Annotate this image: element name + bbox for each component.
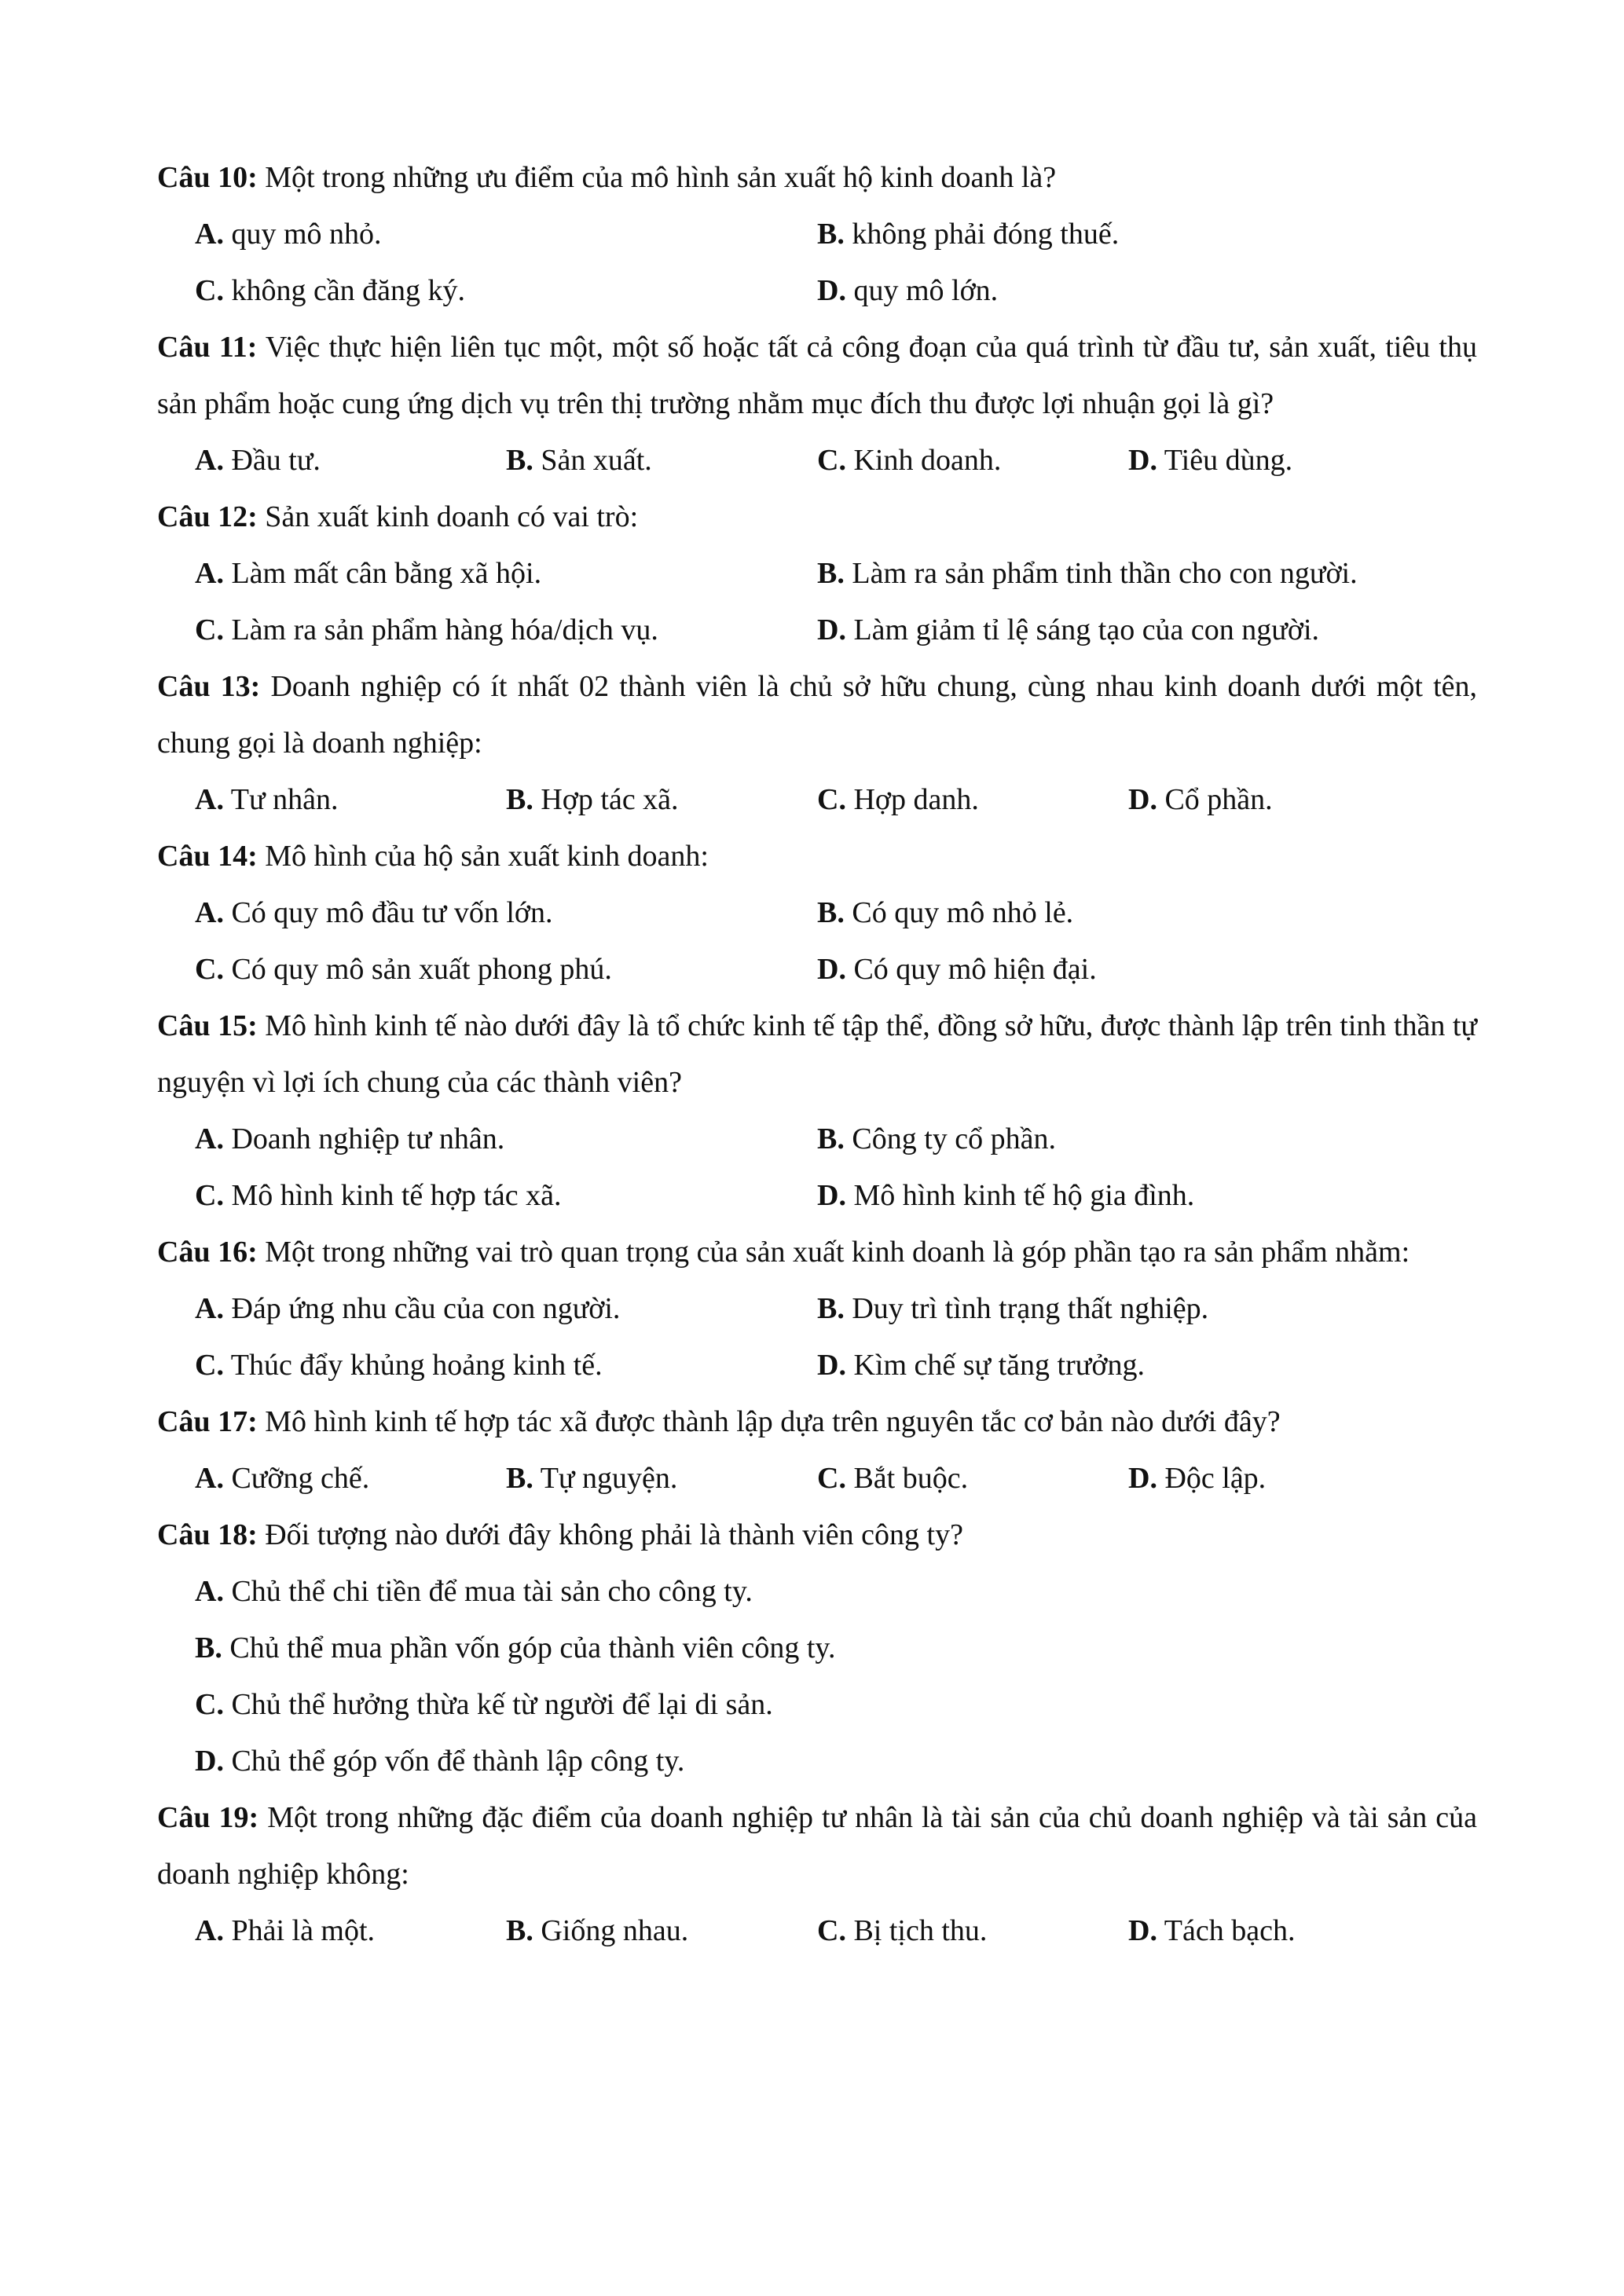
question-stem [157,1507,1477,1563]
question-number: Câu 17: [157,1405,258,1438]
option-text: Cưỡng chế. [231,1462,370,1495]
option-text: Cổ phần. [1164,783,1273,816]
option-text: Chủ thể mua phần vốn góp của thành viên công ty. [229,1631,836,1664]
option-text: Công ty cổ phần. [852,1122,1056,1155]
question-block [157,1393,1477,1507]
question-text: Một trong những đặc điểm của doanh nghiệp tư nhân là tài sản của chủ doanh nghiệp và tài sản của doanh nghiệp không: [157,1801,1478,1891]
option-text: Tách bạch. [1164,1914,1296,1947]
answer-option [195,1111,817,1167]
question-block [157,489,1477,658]
answer-option [195,1450,506,1507]
answer-option [817,1280,1439,1337]
option-text: Thúc đẩy khủng hoảng kinh tế. [230,1349,603,1382]
option-text: không phải đóng thuế. [852,218,1120,251]
question-text: Mô hình kinh tế nào dưới đây là tổ chức kinh tế tập thể, đồng sở hữu, được thành lập trên tinh thần tự nguyện vì lợi ích chung của các thành viên? [157,1009,1478,1099]
option-letter: D. [817,274,846,307]
question-text: Mô hình của hộ sản xuất kinh doanh: [265,840,709,873]
question-text: Đối tượng nào dưới đây không phải là thành viên công ty? [265,1518,963,1551]
answer-option [195,545,817,602]
answer-option [817,1111,1439,1167]
option-letter: B. [506,444,533,477]
question-block [157,319,1477,489]
answer-option [817,1902,1128,1959]
option-text: Tiêu dùng. [1164,444,1293,477]
question-block [157,828,1477,998]
option-letter: B. [817,218,845,251]
option-text: Làm mất cân bằng xã hội. [231,557,542,590]
option-letter: D. [1128,444,1157,477]
option-letter: C. [195,953,224,986]
question-number: Câu 14: [157,840,258,873]
question-number: Câu 18: [157,1518,258,1551]
question-list [157,149,1477,1959]
answer-option [1128,1450,1439,1507]
option-letter: D. [1128,783,1157,816]
answer-option [195,1337,817,1393]
answer-option [817,771,1128,828]
option-letter: A. [195,1914,224,1947]
question-stem [157,489,1477,545]
question-text: Mô hình kinh tế hợp tác xã được thành lập dựa trên nguyên tắc cơ bản nào dưới đây? [265,1405,1281,1438]
question-block [157,1224,1477,1393]
question-text: Sản xuất kinh doanh có vai trò: [265,500,639,533]
option-letter: C. [195,1688,224,1721]
option-text: Kinh doanh. [853,444,1002,477]
option-letter: A. [195,1122,224,1155]
answer-option [506,771,817,828]
answer-option [1128,771,1439,828]
option-text: Đầu tư. [231,444,321,477]
question-text: Một trong những vai trò quan trọng của sản xuất kinh doanh là góp phần tạo ra sản phẩm nhằm: [265,1236,1410,1269]
answer-option [506,432,817,489]
option-letter: D. [1128,1462,1157,1495]
answer-option [195,1902,506,1959]
option-text: Đáp ứng nhu cầu của con người. [231,1292,621,1325]
option-letter: B. [506,783,533,816]
answer-option [195,1733,1477,1789]
question-stem [157,998,1477,1111]
option-text: Doanh nghiệp tư nhân. [231,1122,505,1155]
answer-option [817,206,1439,262]
option-text: Phải là một. [231,1914,376,1947]
option-letter: C. [195,613,224,646]
option-text: Tư nhân. [230,783,339,816]
option-letter: C. [195,274,224,307]
option-text: Mô hình kinh tế hộ gia đình. [853,1179,1195,1212]
option-text: Sản xuất. [541,444,652,477]
question-text: Việc thực hiện liên tục một, một số hoặc tất cả công đoạn của quá trình từ đầu tư, sản xuất, tiêu thụ sản phẩm hoặc cung ứng dịch vụ trên thị trường nhằm mục đích thu được lợi nhuận gọi là gì? [157,331,1477,420]
option-letter: A. [195,557,224,590]
answer-options [157,1563,1477,1789]
question-block [157,998,1477,1224]
question-stem [157,1393,1477,1450]
answer-option [195,941,817,998]
option-letter: A. [195,1292,224,1325]
question-stem [157,1224,1477,1280]
option-text: Mô hình kinh tế hợp tác xã. [231,1179,562,1212]
answer-options [157,884,1477,998]
question-stem [157,828,1477,884]
answer-option [195,1620,1477,1676]
question-stem [157,319,1477,432]
option-text: không cần đăng ký. [231,274,466,307]
answer-options [157,771,1477,828]
option-text: quy mô nhỏ. [231,218,382,251]
question-stem [157,1789,1477,1902]
option-text: Duy trì tình trạng thất nghiệp. [852,1292,1209,1325]
option-letter: C. [195,1179,224,1212]
option-letter: D. [817,1179,846,1212]
option-text: Có quy mô hiện đại. [853,953,1097,986]
question-number: Câu 19: [157,1801,259,1834]
answer-option [817,1450,1128,1507]
question-number: Câu 10: [157,161,258,194]
answer-option [506,1450,817,1507]
option-text: Tự nguyện. [540,1462,678,1495]
option-text: quy mô lớn. [853,274,999,307]
question-number: Câu 11: [157,331,258,364]
answer-options [157,432,1477,489]
answer-options [157,1280,1477,1393]
option-letter: C. [817,1462,846,1495]
answer-option [195,432,506,489]
answer-options [157,545,1477,658]
answer-option [195,884,817,941]
answer-option [506,1902,817,1959]
answer-option [195,1167,817,1224]
option-text: Có quy mô đầu tư vốn lớn. [231,896,553,929]
option-letter: D. [195,1745,224,1778]
question-text: Một trong những ưu điểm của mô hình sản xuất hộ kinh doanh là? [265,161,1057,194]
option-letter: A. [195,1575,224,1608]
option-letter: C. [817,1914,846,1947]
option-letter: A. [195,1462,224,1495]
question-number: Câu 15: [157,1009,258,1042]
answer-option [817,602,1439,658]
answer-option [195,206,817,262]
answer-options [157,1902,1477,1959]
question-block [157,1507,1477,1789]
answer-option [195,602,817,658]
option-text: Chủ thể chi tiền để mua tài sản cho công ty. [231,1575,753,1608]
option-letter: A. [195,896,224,929]
question-number: Câu 13: [157,670,261,703]
answer-option [1128,432,1439,489]
option-letter: C. [195,1349,224,1382]
option-text: Chủ thể hưởng thừa kế từ người để lại di sản. [231,1688,773,1721]
option-letter: D. [817,613,846,646]
option-text: Độc lập. [1164,1462,1267,1495]
option-text: Có quy mô sản xuất phong phú. [231,953,612,986]
option-letter: D. [817,953,846,986]
option-letter: B. [817,557,845,590]
question-number: Câu 16: [157,1236,258,1269]
option-text: Làm ra sản phẩm hàng hóa/dịch vụ. [231,613,658,646]
answer-option [195,1280,817,1337]
option-letter: B. [506,1462,533,1495]
option-letter: C. [817,783,846,816]
answer-option [195,1563,1477,1620]
question-stem [157,149,1477,206]
option-letter: B. [817,1292,845,1325]
option-letter: B. [817,896,845,929]
option-letter: C. [817,444,846,477]
option-letter: D. [1128,1914,1157,1947]
answer-options [157,1111,1477,1224]
answer-option [195,262,817,319]
option-text: Kìm chế sự tăng trưởng. [853,1349,1145,1382]
option-text: Làm giảm tỉ lệ sáng tạo của con người. [853,613,1320,646]
option-letter: B. [506,1914,533,1947]
answer-option [195,1676,1477,1733]
answer-option [817,941,1439,998]
answer-option [817,545,1439,602]
option-letter: D. [817,1349,846,1382]
answer-option [817,1337,1439,1393]
answer-option [817,884,1439,941]
answer-options [157,206,1477,319]
option-text: Hợp tác xã. [541,783,679,816]
option-text: Giống nhau. [541,1914,689,1947]
option-letter: B. [195,1631,222,1664]
option-letter: B. [817,1122,845,1155]
answer-option [817,262,1439,319]
option-letter: A. [195,218,224,251]
answer-option [195,771,506,828]
question-block [157,149,1477,319]
question-number: Câu 12: [157,500,258,533]
option-letter: A. [195,783,224,816]
option-letter: A. [195,444,224,477]
option-text: Làm ra sản phẩm tinh thần cho con người. [852,557,1358,590]
answer-options [157,1450,1477,1507]
answer-option [817,1167,1439,1224]
option-text: Có quy mô nhỏ lẻ. [852,896,1074,929]
option-text: Chủ thể góp vốn để thành lập công ty. [231,1745,685,1778]
option-text: Bắt buộc. [853,1462,969,1495]
option-text: Hợp danh. [853,783,979,816]
question-block [157,1789,1477,1959]
question-text: Doanh nghiệp có ít nhất 02 thành viên là chủ sở hữu chung, cùng nhau kinh doanh dưới một tên, chung gọi là doanh nghiệp: [157,670,1477,760]
question-block [157,658,1477,828]
answer-option [1128,1902,1439,1959]
option-text: Bị tịch thu. [853,1914,988,1947]
answer-option [817,432,1128,489]
question-stem [157,658,1477,771]
